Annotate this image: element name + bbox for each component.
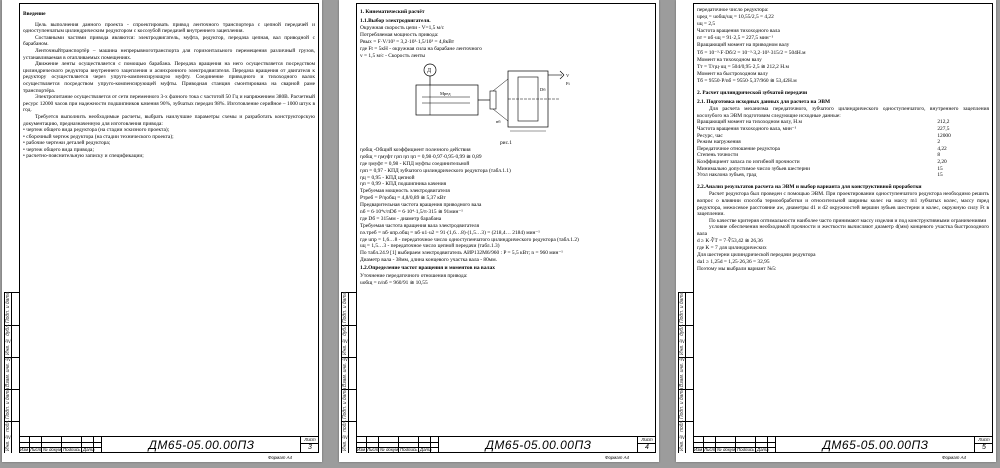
formula: nт = nб·uц = 91·2,5 = 227,5 мин⁻¹ <box>697 35 774 42</box>
paragraph: Для расчета механизма передаточного, зубчатого цилиндрического одноступенчатого, внутреннего зацепления косозубого на ЭВМ подготовим следующие исходные данные: <box>697 106 989 119</box>
param-value: 2,20 <box>937 158 947 165</box>
format-label: Формат А4 <box>267 455 292 460</box>
text-line: передаточное число редуктора: <box>697 7 769 13</box>
text-line: Диаметр вала - 38мм, длина концевого участка вала - 80мм. <box>360 256 497 263</box>
param-value: 8 <box>937 152 941 159</box>
document-code: ДМ65-05.00.00ПЗ <box>438 437 638 453</box>
table-row <box>697 172 977 179</box>
param-value: 227,5 <box>937 126 950 132</box>
text-line: Вращающий момент на приводном валу <box>697 42 790 49</box>
paragraph: По качестве критерия оптимальности наиболее часто принимают массу изделия и под конструктивными ограничениями <box>709 217 987 224</box>
sidebar-label: Инв. № дубл. <box>5 323 11 355</box>
formula: uобщ = n/nб = 960/91 ≅ 10,55 <box>360 279 428 286</box>
document-code: ДМ65-05.00.00ПЗ <box>775 437 975 453</box>
sheet-label: Лист <box>975 437 993 444</box>
param-name: Минимально допустимое число зубьев шестерни <box>697 165 811 172</box>
table-row <box>697 159 977 166</box>
param-value: 212,2 <box>937 119 950 126</box>
kinematic-scheme-drawing <box>410 61 590 137</box>
document-page-5 <box>676 0 996 462</box>
page-content <box>697 7 989 434</box>
sidebar-label: Инв. № дубл. <box>342 323 348 355</box>
text-line: Требуемая мощность электродвигателя <box>360 187 450 194</box>
subsection-title: 1.2.Определение частот вращения и моментов на валах <box>360 265 495 272</box>
param-name: Ресурс, час <box>697 132 723 139</box>
sidebar-label: Взам. инв. № <box>5 355 11 387</box>
text-line: где uпр = 1,6…8 - передаточное число одноступенчатого цилиндрического редуктора (табл.1.2) <box>360 236 579 243</box>
table-row <box>697 146 977 153</box>
stamp-cell-label: № докум. <box>717 447 737 452</box>
sidebar-label: Инв. № подл. <box>342 419 348 451</box>
formula: nэ.треб = nб·uпр.общ = nб·u1·u2 = 91·(1,6…8)·(1,5…3) = (218,4… 2184) мин⁻¹ <box>360 229 540 236</box>
table-row <box>697 152 977 159</box>
text-line: v = 1,5 м/с - Скорость ленты <box>360 52 425 59</box>
stamp-cell-label: № докум. <box>380 447 400 452</box>
document-code: ДМ65-05.00.00ПЗ <box>101 437 301 453</box>
reducer-label: Мред <box>440 91 451 97</box>
table-row <box>697 133 977 140</box>
side-stamp <box>678 292 694 453</box>
sheet-number: 3 <box>308 444 312 451</box>
stamp-cell-label: Лист <box>704 447 716 452</box>
param-name: Частота вращения тихоходного вала, мин⁻¹ <box>697 126 797 132</box>
stamp-cell-label: Изм <box>357 447 366 452</box>
input-params-table <box>697 119 977 178</box>
text-line: Потребляемая мощность привода: <box>360 31 439 38</box>
stamp-cell-label: Дата <box>420 447 432 452</box>
velocity-label: V <box>566 73 570 79</box>
stamp-cell-label: Подпись <box>63 447 81 452</box>
kinematic-diagram <box>360 61 652 145</box>
format-label: Формат А4 <box>604 455 629 460</box>
formula: Pвых = F·V/10³ = 3,2·10³·1,5/10³ = 4,8кВт <box>360 38 455 45</box>
sidebar-label: Инв. № подл. <box>679 419 685 451</box>
sidebar-label: Подп. и дата <box>342 387 348 419</box>
text-line: Момент на тихоходном валу <box>697 56 762 63</box>
subsection-title: 2.2.Анализ результатов расчета на ЭВМ и выбор варианта для конструктивной проработки <box>697 183 922 190</box>
section-title: 1. Кинематический расчёт <box>360 9 425 15</box>
table-row <box>697 139 977 146</box>
sidebar-label: Инв. № дубл. <box>679 323 685 355</box>
stamp-cell-label: Дата <box>757 447 769 452</box>
formula: nб = 6·10⁴v/πDб = 6·10⁴·1,5/π·315 ≅ 91мин⁻¹ <box>360 209 463 215</box>
stamp-cell-label: Подпись <box>400 447 418 452</box>
paragraph: Составными частями привода являются: электродвигатель, муфта, редуктор, передача цепная, вал приводной с барабаном. <box>23 34 315 48</box>
param-name: Передаточное отношение редуктора <box>697 145 780 152</box>
param-name: Режим нагружения <box>697 139 741 146</box>
formula: uред = uобщ/uц = 10,55/2,5 = 4,22 <box>697 14 774 21</box>
formula: Tб = 9550·P/nб = 9550·5,37/960 ≅ 53,42Н.м <box>697 77 797 84</box>
param-value: 15 <box>937 165 943 172</box>
stamp-cell-label: Изм <box>694 447 703 452</box>
paragraph: Движение ленты осуществляется с помощью барабана. Передача вращения на него осуществляется посредством цилиндрического редуктора внутреннего зацепления и асинхронного электродвигателя. Передача вращения от двигателя к редуктору осуществляется через упруго-компенсирующую муфту. Соединение приводного и тихоходного валок осуществляется посредством упруго-компенсирующей муфты. Приводная станция смонтирована на сварной раме транспортёра. <box>23 61 315 94</box>
text-line: Окружная скорость цепи - V=1,5 м/с <box>360 25 444 32</box>
text-line: Уточнение передаточного отношения привода: <box>360 272 468 279</box>
text-line: ηзп = 0,97 - КПД зубчатого цилиндрического редуктора (табл.1.1) <box>360 167 511 174</box>
param-name: Угол наклона зубьев, град <box>697 172 757 179</box>
paragraph: Ленточныйтранспортёр – машина непрерывноготранспорта для горизонтального перемещения различный грузов, устанавливаемая в отапливаемых помещениях. <box>23 47 315 61</box>
text-line: Требуемая частота вращения вала электродвигателя <box>360 222 480 229</box>
text-line: ηобщ -Общий коэффициент полезного действия <box>360 147 471 154</box>
drum-speed-label: nб <box>496 119 501 125</box>
sidebar-label: Подп. и дата <box>5 387 11 419</box>
formula: Tт = T/ηц·uц = 504/0,95·2,5 ≅ 212,2 Н.м <box>697 63 789 70</box>
title-block <box>356 436 656 453</box>
side-stamp <box>341 292 357 453</box>
section-title: 2. Расчет цилиндрической зубчатой передачи <box>697 90 808 97</box>
stamp-cell-label: Лист <box>367 447 379 452</box>
sheet-number-box <box>300 437 319 453</box>
text-line: Момент на быстроходном валу <box>697 70 769 77</box>
motor-label: Д <box>427 68 432 75</box>
text-line: где ηмуфт = 0,98 - КПД муфты соединительной <box>360 161 470 168</box>
formula: Tб = 10⁻³·F·Dб/2 = 10⁻³·3,2·10³·315/2 = 504Н.м <box>697 49 806 56</box>
formula: Pтреб = P/ηобщ = 4,8/0,89 ≅ 5,37 кВт <box>360 194 446 201</box>
list-item: • сборочный чертеж редуктора (на стадии технического проекта); <box>23 133 174 140</box>
sidebar-label: Инв. № подл. <box>5 419 11 451</box>
sheet-number-box <box>974 437 993 453</box>
sidebar-label: Подп. и дата <box>679 291 685 323</box>
document-page-4 <box>339 0 659 462</box>
text-line: где Dб = 315мм - диаметр барабана <box>360 216 442 223</box>
paragraph: Электропитание осуществляется от сети переменного 3-х фазного тока с частотой 50 Гц и напряжением 380В. Расчетный ресурс 12000 часов при надежности подшипников качения 90%, зубчатых передач 98%. Изготовление серийное – 1000 штук в год. <box>23 94 315 114</box>
text-line: Для шестерни цилиндрической передачи редуктора <box>697 251 816 258</box>
sidebar-label: Подп. и дата <box>679 387 685 419</box>
stamp-cell-label: Подпись <box>737 447 755 452</box>
list-item: • чертеж общего вида редуктора (на стадии эскизного проекта); <box>23 127 170 134</box>
text-line: По табл.24.9 [1] выбираем электродвигатель АИР132М6/960 : P = 5,5 кВт; n = 960 мин⁻¹ <box>360 250 563 257</box>
list-item: • рабочие чертежи деталей редуктора; <box>23 140 111 147</box>
paragraph: Требуется выполнить необходимые расчеты, выбрать наилучшие параметры схемы и разработать конструкторскую документацию, предназначенную для изготовления привода: <box>23 113 315 127</box>
text-line: Поэтому мы выбрали вариант №5: <box>697 265 777 272</box>
subsection-title: 2.1. Подготовка исходных данных для расчета на ЭВМ <box>697 98 831 105</box>
param-value: 2 <box>937 139 941 146</box>
stamp-cell-label: Дата <box>83 447 95 452</box>
sidebar-label: Подп. и дата <box>342 291 348 323</box>
sheet-label: Лист <box>301 437 319 444</box>
page-content <box>23 7 315 434</box>
text-line: Предварительная частота вращения приводного вала <box>360 201 482 208</box>
formula: ηобщ = ηмуфт ηзп ηп ηп = 0,98·0,97·0,95·0,99 ≅ 0,89 <box>360 154 482 161</box>
sidebar-label: Взам. инв. № <box>679 355 685 387</box>
param-name: Коэффициент запаса по изгибной прочности <box>697 158 800 165</box>
stamp-cell-label: № докум. <box>43 447 63 452</box>
paragraph: Цель выполнения данного проекта - спроектировать привод ленточного транспортера с цепной передачей и одноступенчатым цилиндрическим редуктором с косозубой передачей внутреннего зацепления. <box>23 21 315 35</box>
text-line: Частота вращения тихоходного вала <box>697 28 780 35</box>
side-stamp <box>4 292 20 453</box>
stamp-cell-label: Лист <box>30 447 42 452</box>
paragraph: условие обеспечения необходимой прочности и жесткости вычисляют диаметр d(мм) концевого участка быстроходного вала <box>697 224 989 237</box>
figure-caption: рис.1 <box>499 139 513 146</box>
text-line: где Ft = 5кН - окружная сила на барабане ленточного <box>360 45 482 52</box>
param-value: 4,22 <box>937 145 947 152</box>
formula: d ≥ K·∛T = 7·∛53,42 ≅ 26,36 <box>697 238 763 244</box>
paragraph: Расчет редуктора был проведен с помощью ЭВМ. При проектировании одноступенчатого редуктора необходимо решить вопрос о влиянии способа термообработки и относительной ширины колес на массу m1 зубчатых колес, массу mред редуктора, межосевое расстояние aw, диаметры d1 и d2 окружностей вершин зубьев шестерни и колес, окружную силу Ft в зацеплении. <box>697 191 989 218</box>
sheet-number-box <box>637 437 656 453</box>
sheet-label: Лист <box>638 437 656 444</box>
param-value: 15 <box>937 172 943 179</box>
sheet-number: 4 <box>645 444 649 451</box>
list-item: • чертеж общего вида привода; <box>23 146 94 153</box>
formula: da1 ≥ 1,25d = 1,25·26,36 = 32,95 <box>697 258 770 265</box>
text-line: uц = 1,5…3 - передаточное число цепной передачи (табл.1.3) <box>360 243 500 250</box>
stamp-cell-label: Изм <box>20 447 29 452</box>
document-page-3 <box>2 0 322 462</box>
text-line: ηц = 0,95 - КПД цепной <box>360 174 415 181</box>
reducer-symbol <box>416 85 478 115</box>
title-block <box>19 436 319 453</box>
title-block <box>693 436 993 453</box>
param-value: 12000 <box>937 132 951 139</box>
sheet-number: 5 <box>982 444 986 451</box>
subsection-title: 1.1.Выбор электродвигателя. <box>360 17 431 24</box>
sidebar-label: Взам. инв. № <box>342 355 348 387</box>
formula: uц = 2,5 <box>697 21 716 28</box>
text-line: где K = 7 для цилиндрических <box>697 245 767 252</box>
table-row <box>697 126 977 133</box>
param-name: Вращающий момент на тихоходном валу, Н.м <box>697 119 802 126</box>
drum-diameter-label: Dб <box>540 87 546 93</box>
table-row <box>697 119 977 126</box>
section-title: Введение <box>23 11 46 17</box>
sidebar-label: Подп. и дата <box>5 291 11 323</box>
format-label: Формат А4 <box>941 455 966 460</box>
force-label: Ft <box>566 81 570 87</box>
page-content <box>360 7 652 434</box>
list-item: • расчетно-пояснительную записку и спецификации; <box>23 153 144 160</box>
param-name: Степень точности <box>697 152 739 159</box>
text-line: ηп = 0,99 - КПД подшипника качения <box>360 181 447 188</box>
